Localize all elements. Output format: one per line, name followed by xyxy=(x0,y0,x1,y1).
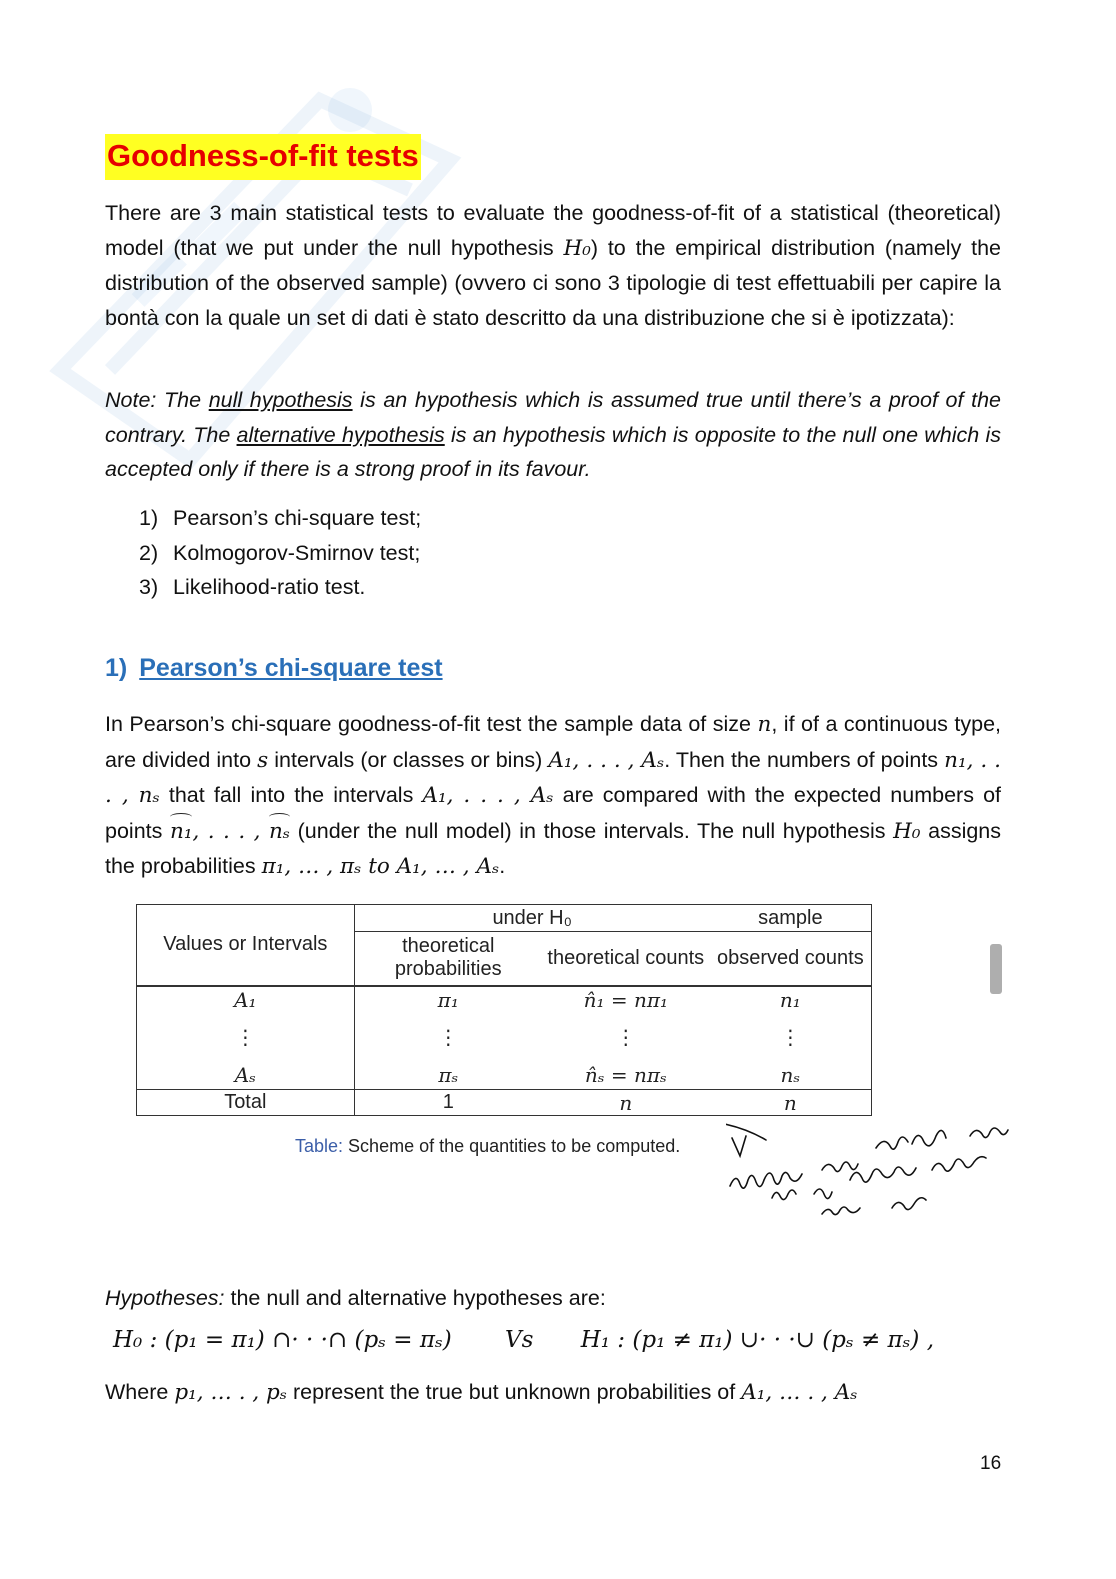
page-title: Goodness-of-fit tests xyxy=(105,134,421,180)
table-row: ⋮ ⋮ ⋮ ⋮ xyxy=(137,1014,872,1062)
section-heading: 1) Pearson’s chi-square test xyxy=(105,654,443,682)
scheme-table xyxy=(136,904,872,1116)
null-hypothesis-term: null hypothesis xyxy=(208,388,353,412)
h1-formula: H₁ : (p₁ ≠ π₁) ∪· · ·∪ (pₛ ≠ πₛ) , xyxy=(580,1327,935,1353)
list-item: 3) Likelihood-ratio test. xyxy=(139,575,366,599)
h0-formula: H₀ : (p₁ = π₁) ∩· · ·∩ (pₛ = πₛ) xyxy=(113,1327,452,1353)
alternative-hypothesis-term: alternative hypothesis xyxy=(236,422,445,447)
pearson-paragraph: In Pearson’s chi-square goodness-of-fit test the sample data of size n, if of a continuous type, are divided into s intervals (or classes or bins) A₁, . . . , Aₛ. Then the numbers of points n₁, . . . , nₛ that fall into the intervals A₁, . . . , Aₛ are compared with the expected numbers of points n₁, . . . , nₛ (under the null model) in those intervals. The null hypothesis H₀ assigns the probabilities π₁, … , πₛ to A₁, … , Aₛ. xyxy=(105,712,1002,879)
tests-list xyxy=(139,501,421,605)
table-caption: Table: Scheme of the quantities to be computed. xyxy=(295,1136,681,1156)
handwritten-annotation xyxy=(726,1118,1016,1218)
vs-label: Vs xyxy=(504,1327,534,1353)
hypotheses-formula xyxy=(113,1327,1003,1353)
table-row: A₁ π₁ n̂₁ = nπ₁ n₁ xyxy=(137,986,872,1014)
side-scroll-tab[interactable] xyxy=(990,944,1002,994)
hypotheses-line: Hypotheses: the null and alternative hypotheses are: xyxy=(105,1286,606,1310)
section-heading-link[interactable]: Pearson’s chi-square test xyxy=(139,654,443,682)
page-number: 16 xyxy=(980,1453,1002,1474)
header-under-h0: under H₀ xyxy=(354,905,710,932)
note-paragraph: Note: The null hypothesis is an hypothesis which is assumed true until there’s a proof of the contrary. The alternative hypothesis is an hypothesis which is opposite to the null one which is accepted only if there is a strong proof in its favour. xyxy=(105,388,1001,481)
header-sample: sample xyxy=(710,905,872,932)
table-row-total: Total 1 n n xyxy=(137,1090,872,1116)
table-row: Aₛ πₛ n̂ₛ = nπₛ nₛ xyxy=(137,1062,872,1090)
header-observed-counts: observed counts xyxy=(710,932,872,986)
intro-paragraph: There are 3 main statistical tests to evaluate the goodness-of-fit of a statistical (theoretical) model (that we put under the null hypothesis H₀) to the empirical distribution (namely the distribution of the observed sample) (ovvero ci sono 3 tipologie di test effettuabili per capire la bontà con la quale un set di dati è stato descritto da una distribuzione che si è ipotizzata): xyxy=(105,201,1002,330)
header-theoretical-probabilities: theoretical probabilities xyxy=(354,932,542,986)
list-item: 2) Kolmogorov-Smirnov test; xyxy=(139,540,421,565)
scheme-table-wrapper xyxy=(136,904,872,1117)
header-values-intervals: Values or Intervals xyxy=(137,905,355,986)
where-line: Where p₁, … . , pₛ represent the true but unknown probabilities of A₁, … . , Aₛ xyxy=(105,1380,858,1405)
list-item: 1) Pearson’s chi-square test; xyxy=(139,506,422,530)
header-theoretical-counts: theoretical counts xyxy=(542,932,710,986)
